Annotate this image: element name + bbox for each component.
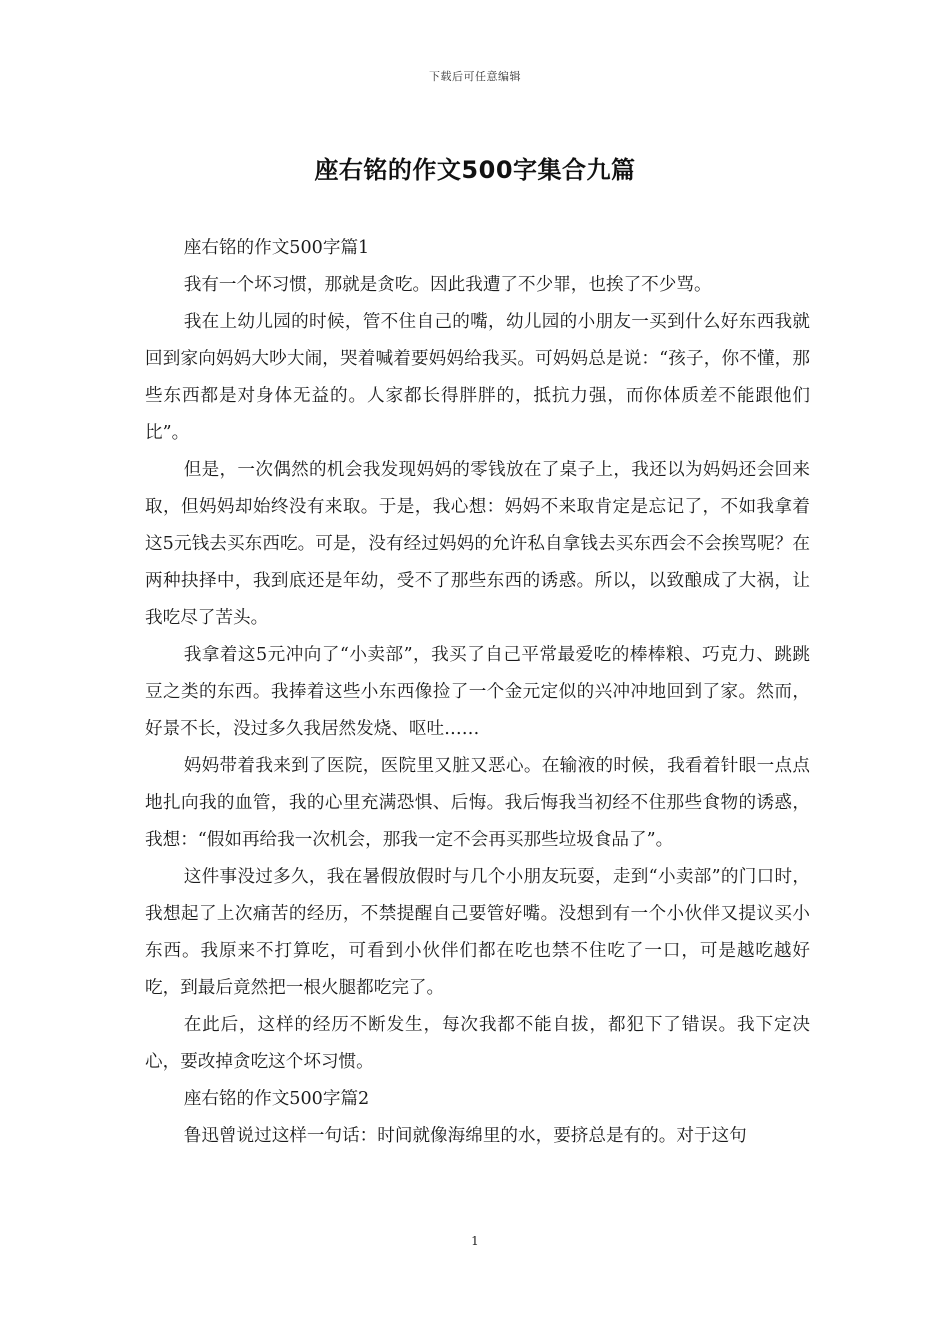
section-heading-1: 座右铭的作文500字篇1: [183, 238, 370, 258]
section-heading-2: 座右铭的作文500字篇2: [183, 1089, 370, 1109]
document-title: 座右铭的作文500字集合九篇: [314, 156, 636, 184]
page-number: 1: [471, 1234, 479, 1248]
paragraph: 在此后，这样的经历不断发生，每次我都不能自拔，都犯下了错误。我下定决心，要改掉贪吃这个坏习惯。: [145, 1015, 810, 1072]
paragraph: 鲁迅曾说过这样一句话：时间就像海绵里的水，要挤总是有的。对于这句: [183, 1126, 747, 1146]
paragraph: 我在上幼儿园的时候，管不住自己的嘴，幼儿园的小朋友一买到什么好东西我就回到家向妈妈大吵大闹，哭着喊着要妈妈给我买。可妈妈总是说：“孩子，你不懂，那些东西都是对身体无益的。人家都长得胖胖的，抵抗力强，而你体质差不能跟他们比”。: [145, 312, 810, 443]
paragraph: 我拿着这5元冲向了“小卖部”，我买了自己平常最爱吃的棒棒粮、巧克力、跳跳豆之类的东西。我捧着这些小东西像捡了一个金元定似的兴冲冲地回到了家。然而，好景不长，没过多久我居然发烧、呕吐……: [145, 645, 810, 739]
paragraph: 妈妈带着我来到了医院，医院里又脏又恶心。在输液的时候，我看着针眼一点点地扎向我的血管，我的心里充满恐惧、后悔。我后悔我当初经不住那些食物的诱惑，我想：“假如再给我一次机会，那我一定不会再买那些垃圾食品了”。: [145, 756, 810, 850]
document-body: [145, 230, 810, 1155]
paragraph: 这件事没过多久，我在暑假放假时与几个小朋友玩耍，走到“小卖部”的门口时，我想起了上次痛苦的经历，不禁提醒自己要管好嘴。没想到有一个小伙伴又提议买小东西。我原来不打算吃，可看到小伙伴们都在吃也禁不住吃了一口，可是越吃越好吃，到最后竟然把一根火腿都吃完了。: [145, 867, 810, 998]
page-header: 下载后可任意编辑: [429, 70, 521, 83]
paragraph: 我有一个坏习惯，那就是贪吃。因此我遭了不少罪，也挨了不少骂。: [183, 275, 712, 295]
paragraph: 但是，一次偶然的机会我发现妈妈的零钱放在了桌子上，我还以为妈妈还会回来取，但妈妈却始终没有来取。于是，我心想：妈妈不来取肯定是忘记了，不如我拿着这5元钱去买东西吃。可是，没有经过妈妈的允许私自拿钱去买东西会不会挨骂呢？在两种抉择中，我到底还是年幼，受不了那些东西的诱惑。所以，以致酿成了大祸，让我吃尽了苦头。: [145, 460, 810, 628]
